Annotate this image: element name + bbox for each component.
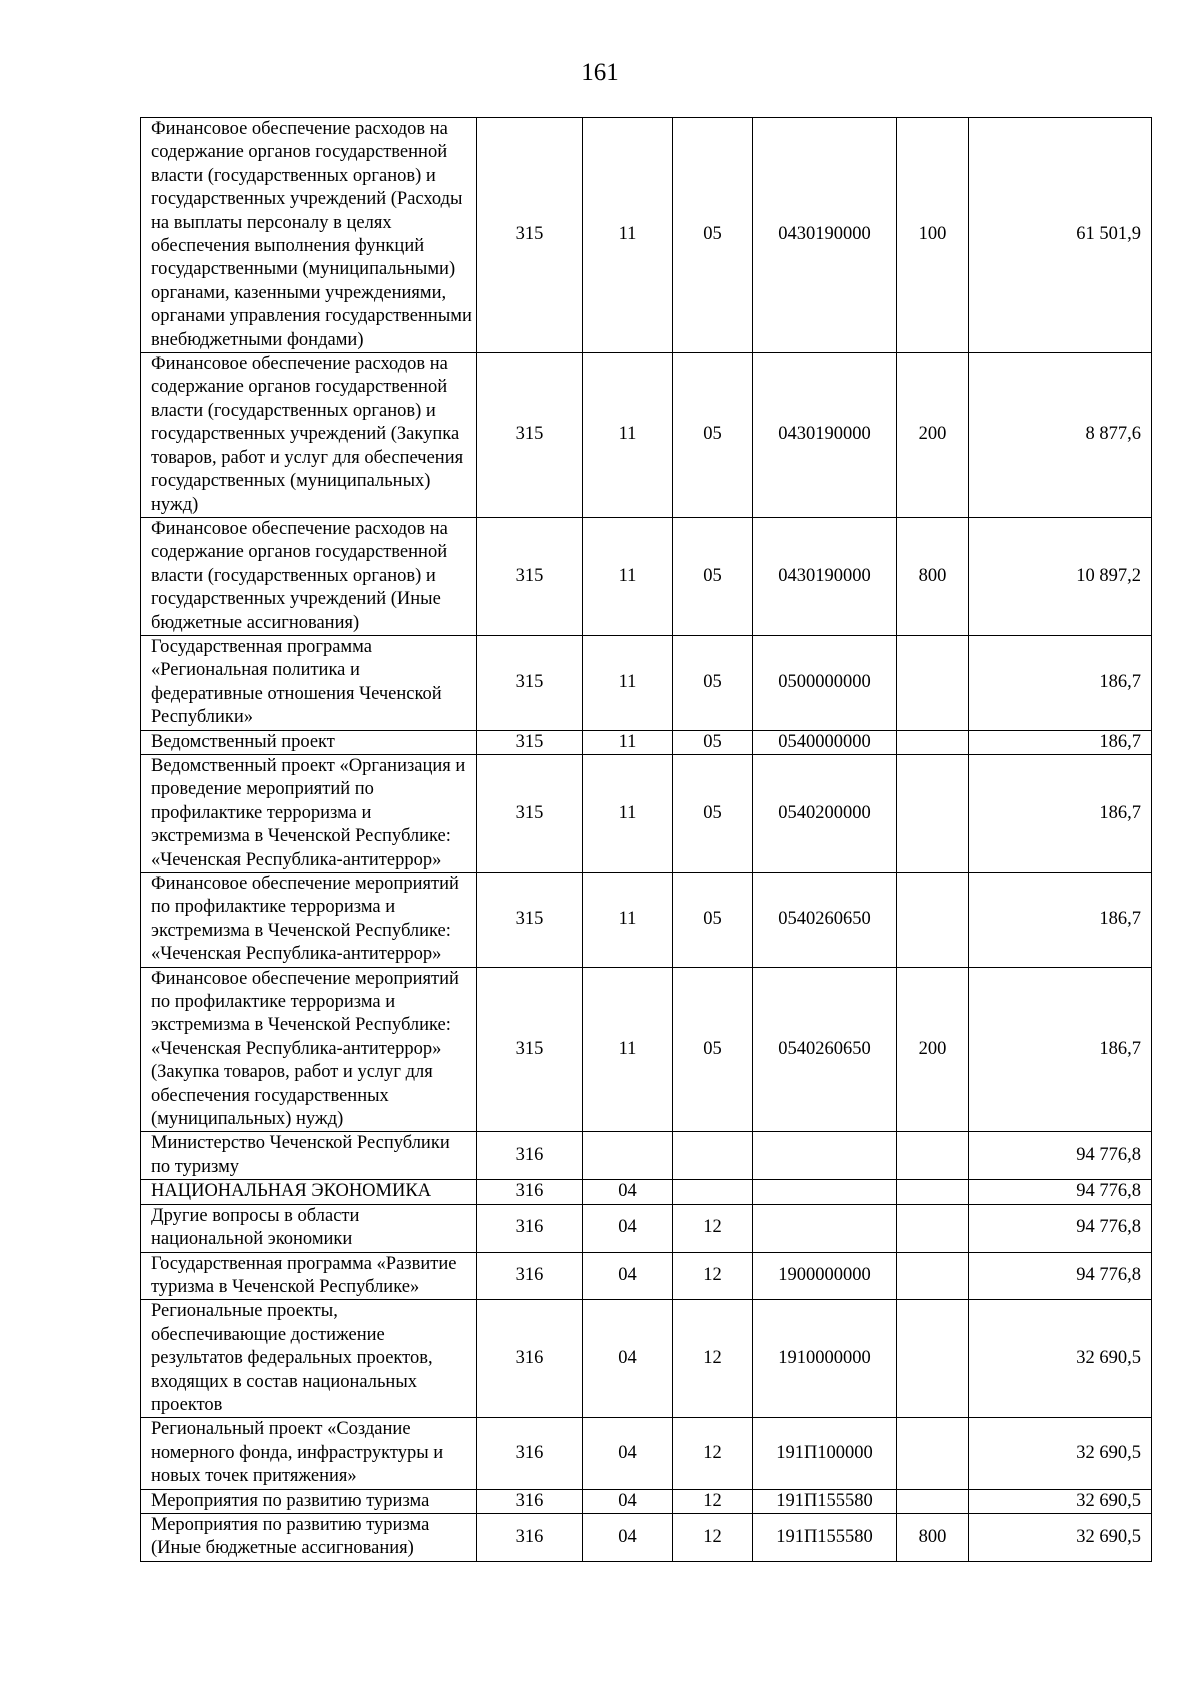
subsection-code-cell: 12 (673, 1513, 753, 1561)
subsection-code-cell: 12 (673, 1204, 753, 1252)
expense-name-cell: Ведомственный проект «Организация и проведение мероприятий по профилактике терроризма и экстремизма в Чеченской Республике: «Чеченская Республика-антитеррор» (141, 754, 477, 872)
table-row (141, 353, 1152, 518)
expense-name-cell: Министерство Чеченской Республики по туризму (141, 1132, 477, 1180)
subsection-code-cell: 05 (673, 754, 753, 872)
section-code-cell: 11 (583, 873, 673, 968)
expense-name-cell: Региональные проекты, обеспечивающие достижение результатов федеральных проектов, входящих в состав национальных проектов (141, 1300, 477, 1418)
target-item-code-cell: 0540000000 (753, 730, 897, 754)
page-number: 161 (581, 59, 619, 86)
grbs-code-cell: 316 (477, 1204, 583, 1252)
amount-cell: 94 776,8 (969, 1132, 1152, 1180)
expense-type-code-cell (897, 1180, 969, 1204)
target-item-code-cell (753, 1204, 897, 1252)
amount-cell: 8 877,6 (969, 353, 1152, 518)
target-item-code-cell: 0430190000 (753, 118, 897, 353)
amount-cell: 10 897,2 (969, 517, 1152, 635)
subsection-code-cell: 05 (673, 635, 753, 730)
subsection-code-cell: 05 (673, 967, 753, 1132)
subsection-code-cell: 05 (673, 730, 753, 754)
section-code-cell: 11 (583, 353, 673, 518)
amount-cell: 61 501,9 (969, 118, 1152, 353)
table-row (141, 1204, 1152, 1252)
target-item-code-cell: 191П100000 (753, 1418, 897, 1489)
section-code-cell (583, 1132, 673, 1180)
subsection-code-cell: 05 (673, 353, 753, 518)
grbs-code-cell: 316 (477, 1252, 583, 1300)
table-row (141, 1300, 1152, 1418)
table-row (141, 967, 1152, 1132)
grbs-code-cell: 315 (477, 635, 583, 730)
grbs-code-cell: 316 (477, 1300, 583, 1418)
expense-type-code-cell (897, 1252, 969, 1300)
grbs-code-cell: 315 (477, 754, 583, 872)
expense-type-code-cell (897, 730, 969, 754)
expense-name-cell: Мероприятия по развитию туризма (Иные бюджетные ассигнования) (141, 1513, 477, 1561)
expense-type-code-cell: 100 (897, 118, 969, 353)
grbs-code-cell: 315 (477, 873, 583, 968)
amount-cell: 32 690,5 (969, 1300, 1152, 1418)
expense-type-code-cell (897, 1204, 969, 1252)
expense-name-cell: Финансовое обеспечение расходов на содержание органов государственной власти (государственных органов) и государственных учреждений (Закупка товаров, работ и услуг для обеспечения государственных (муниципальных) нужд) (141, 353, 477, 518)
target-item-code-cell (753, 1132, 897, 1180)
expense-type-code-cell (897, 1489, 969, 1513)
expense-name-cell: Финансовое обеспечение мероприятий по профилактике терроризма и экстремизма в Чеченской Республике: «Чеченская Республика-антитеррор» (141, 873, 477, 968)
amount-cell: 32 690,5 (969, 1489, 1152, 1513)
subsection-code-cell (673, 1132, 753, 1180)
target-item-code-cell: 0540200000 (753, 754, 897, 872)
expense-name-cell: Ведомственный проект (141, 730, 477, 754)
target-item-code-cell: 0540260650 (753, 873, 897, 968)
subsection-code-cell: 12 (673, 1300, 753, 1418)
expense-name-cell: Другие вопросы в области национальной экономики (141, 1204, 477, 1252)
amount-cell: 32 690,5 (969, 1513, 1152, 1561)
expense-name-cell: Мероприятия по развитию туризма (141, 1489, 477, 1513)
amount-cell: 186,7 (969, 873, 1152, 968)
section-code-cell: 11 (583, 754, 673, 872)
table-row (141, 118, 1152, 353)
table-row (141, 1132, 1152, 1180)
grbs-code-cell: 316 (477, 1418, 583, 1489)
section-code-cell: 11 (583, 967, 673, 1132)
section-code-cell: 04 (583, 1300, 673, 1418)
expense-type-code-cell (897, 1300, 969, 1418)
target-item-code-cell (753, 1180, 897, 1204)
target-item-code-cell: 191П155580 (753, 1489, 897, 1513)
amount-cell: 186,7 (969, 730, 1152, 754)
expense-name-cell: Государственная программа «Региональная политика и федеративные отношения Чеченской Республики» (141, 635, 477, 730)
expense-name-cell: НАЦИОНАЛЬНАЯ ЭКОНОМИКА (141, 1180, 477, 1204)
target-item-code-cell: 1900000000 (753, 1252, 897, 1300)
table-row (141, 1513, 1152, 1561)
subsection-code-cell: 12 (673, 1252, 753, 1300)
grbs-code-cell: 315 (477, 967, 583, 1132)
subsection-code-cell: 12 (673, 1489, 753, 1513)
expense-type-code-cell: 200 (897, 967, 969, 1132)
amount-cell: 94 776,8 (969, 1180, 1152, 1204)
target-item-code-cell: 1910000000 (753, 1300, 897, 1418)
table-row (141, 1418, 1152, 1489)
section-code-cell: 11 (583, 118, 673, 353)
expense-name-cell: Государственная программа «Развитие туризма в Чеченской Республике» (141, 1252, 477, 1300)
target-item-code-cell: 0500000000 (753, 635, 897, 730)
expense-type-code-cell: 800 (897, 517, 969, 635)
section-code-cell: 04 (583, 1418, 673, 1489)
section-code-cell: 11 (583, 517, 673, 635)
budget-table-body (141, 118, 1152, 1562)
section-code-cell: 04 (583, 1180, 673, 1204)
expense-type-code-cell (897, 873, 969, 968)
subsection-code-cell: 05 (673, 118, 753, 353)
target-item-code-cell: 0540260650 (753, 967, 897, 1132)
target-item-code-cell: 0430190000 (753, 517, 897, 635)
target-item-code-cell: 0430190000 (753, 353, 897, 518)
amount-cell: 32 690,5 (969, 1418, 1152, 1489)
expense-name-cell: Финансовое обеспечение расходов на содержание органов государственной власти (государственных органов) и государственных учреждений (Расходы на выплаты персоналу в целях обеспечения выполнения функций государственными (муниципальными) органами, казенными учреждениями, органами управления государственными внебюджетными фондами) (141, 118, 477, 353)
section-code-cell: 04 (583, 1513, 673, 1561)
amount-cell: 186,7 (969, 754, 1152, 872)
expense-type-code-cell: 800 (897, 1513, 969, 1561)
section-code-cell: 11 (583, 635, 673, 730)
amount-cell: 186,7 (969, 635, 1152, 730)
table-row (141, 754, 1152, 872)
table-row (141, 635, 1152, 730)
section-code-cell: 11 (583, 730, 673, 754)
target-item-code-cell: 191П155580 (753, 1513, 897, 1561)
grbs-code-cell: 315 (477, 118, 583, 353)
table-row (141, 517, 1152, 635)
expense-type-code-cell (897, 1132, 969, 1180)
table-row (141, 1489, 1152, 1513)
amount-cell: 94 776,8 (969, 1204, 1152, 1252)
section-code-cell: 04 (583, 1489, 673, 1513)
expense-type-code-cell: 200 (897, 353, 969, 518)
grbs-code-cell: 315 (477, 517, 583, 635)
section-code-cell: 04 (583, 1252, 673, 1300)
subsection-code-cell: 05 (673, 517, 753, 635)
grbs-code-cell: 316 (477, 1180, 583, 1204)
grbs-code-cell: 315 (477, 353, 583, 518)
table-row (141, 730, 1152, 754)
expense-type-code-cell (897, 635, 969, 730)
expense-name-cell: Региональный проект «Создание номерного фонда, инфраструктуры и новых точек притяжения» (141, 1418, 477, 1489)
budget-table (140, 117, 1152, 1562)
subsection-code-cell (673, 1180, 753, 1204)
expense-type-code-cell (897, 754, 969, 872)
subsection-code-cell: 12 (673, 1418, 753, 1489)
grbs-code-cell: 316 (477, 1489, 583, 1513)
expense-name-cell: Финансовое обеспечение расходов на содержание органов государственной власти (государственных органов) и государственных учреждений (Иные бюджетные ассигнования) (141, 517, 477, 635)
table-row (141, 1252, 1152, 1300)
table-row (141, 1180, 1152, 1204)
expense-type-code-cell (897, 1418, 969, 1489)
table-row (141, 873, 1152, 968)
subsection-code-cell: 05 (673, 873, 753, 968)
grbs-code-cell: 316 (477, 1132, 583, 1180)
section-code-cell: 04 (583, 1204, 673, 1252)
grbs-code-cell: 315 (477, 730, 583, 754)
amount-cell: 94 776,8 (969, 1252, 1152, 1300)
amount-cell: 186,7 (969, 967, 1152, 1132)
grbs-code-cell: 316 (477, 1513, 583, 1561)
expense-name-cell: Финансовое обеспечение мероприятий по профилактике терроризма и экстремизма в Чеченской Республике: «Чеченская Республика-антитеррор» (Закупка товаров, работ и услуг для обеспечения государственных (муниципальных) нужд) (141, 967, 477, 1132)
